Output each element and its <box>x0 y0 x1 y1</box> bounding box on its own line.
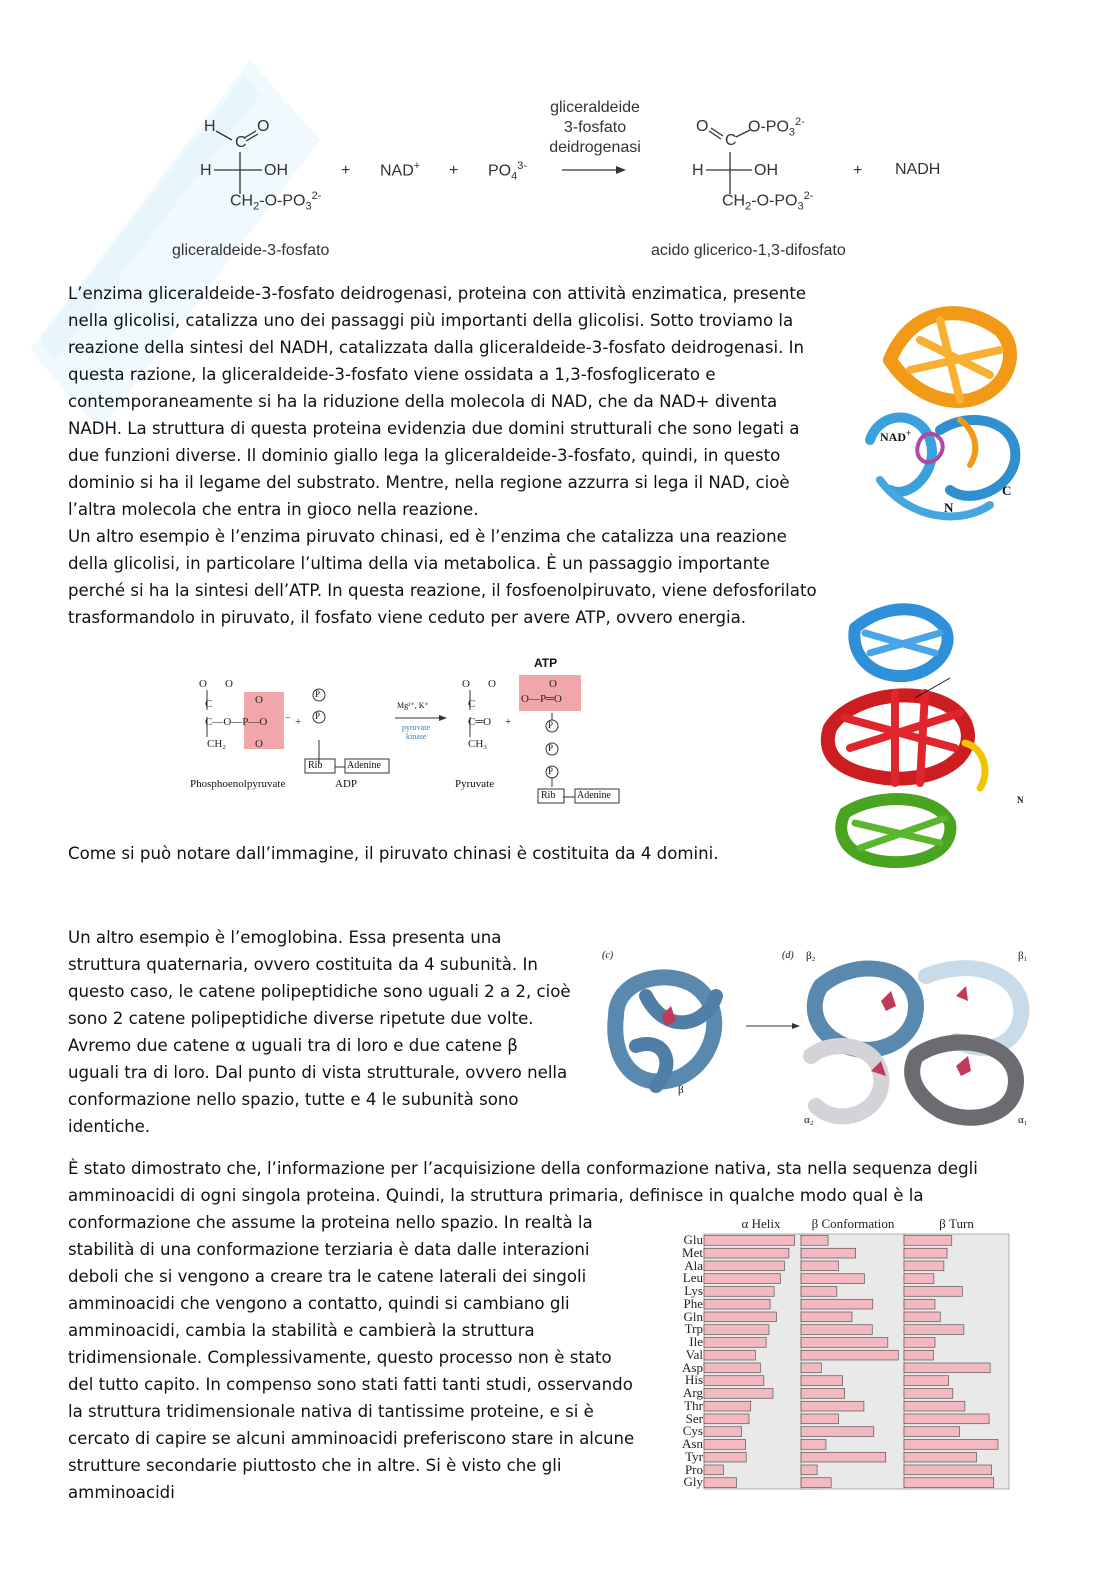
bar-lys-2 <box>904 1287 962 1297</box>
bar-leu-1 <box>801 1274 864 1284</box>
bar-phe-0 <box>704 1299 770 1309</box>
propensity-chart <box>676 1214 1016 1496</box>
bar-cys-0 <box>704 1427 742 1437</box>
adp-label: ADP <box>335 778 358 790</box>
svg-text:C: C <box>205 698 213 710</box>
alpha1-label: α₁ <box>1018 1114 1028 1126</box>
bar-trp-0 <box>704 1325 769 1335</box>
plus-2: + <box>449 162 459 179</box>
bar-glu-1 <box>801 1236 828 1246</box>
bar-leu-0 <box>704 1274 780 1284</box>
series-title-0: α Helix <box>741 1216 781 1231</box>
atom-oh: OH <box>264 162 288 179</box>
bar-gly-2 <box>904 1478 994 1488</box>
category-label-asn: Asn <box>682 1436 703 1451</box>
plus-3: + <box>853 162 863 179</box>
bar-gly-1 <box>801 1478 831 1488</box>
bar-ser-1 <box>801 1414 838 1424</box>
category-label-pro: Pro <box>684 1461 703 1477</box>
bar-ile-1 <box>801 1338 888 1348</box>
gapdh-label-c: C <box>1002 483 1012 498</box>
adp-adenine: Adenine <box>347 760 381 771</box>
svg-text:C: C <box>468 698 476 710</box>
category-label-leu: Leu <box>682 1270 703 1286</box>
svg-text:O: O <box>255 738 263 750</box>
svg-text:+: + <box>295 716 302 728</box>
svg-text:C═O: C═O <box>468 716 492 728</box>
bar-tyr-1 <box>801 1452 886 1462</box>
svg-text:O: O <box>255 694 263 706</box>
bar-phe-1 <box>801 1299 873 1309</box>
prod-oh: OH <box>754 162 778 179</box>
svg-text:O: O <box>462 678 470 690</box>
bar-trp-1 <box>801 1325 872 1335</box>
chart-svg <box>676 1214 1016 1496</box>
paragraph-5-full: È stato dimostrato che, l’informazione per l’acquisizione della conformazione nativa, sta nella sequenza degli amminoacidi di ogni singola proteina. Quindi, la struttura primaria, definisce in qualche modo qual è la <box>68 1159 978 1205</box>
category-label-his: His <box>684 1372 703 1388</box>
paragraph-5-narrow: conformazione che assume la proteina nello spazio. In realtà la stabilità di una conformazione terziaria è data dalle interazioni deboli che si vengono a creare tra le catene laterali dei singoli amminoacidi che vengono a contatto, quindi si cambiano gli amminoacidi, cambia la stabilità e cambierà la struttura tridimensionale. Complessivamente, questo processo non è stato del tutto capito. In compenso sono stati fatti tanti studi, osservando la struttura tridimensionale nativa di tantissime proteine, e si è cercato di capire se alcuni amminoacidi preferiscono stare in alcune strutture secondarie piuttosto che in altre. Si è visto che gli amminoacidi <box>68 1213 635 1502</box>
bar-leu-2 <box>904 1274 934 1284</box>
beta2-label: β₂ <box>806 950 816 962</box>
bar-met-1 <box>801 1248 856 1258</box>
chart-panel-1 <box>801 1234 905 1489</box>
bar-his-2 <box>904 1376 949 1386</box>
atom-h-mid: H <box>200 162 212 179</box>
bar-arg-1 <box>801 1389 845 1399</box>
enzyme-pk-line1: pyruvate <box>402 723 430 732</box>
prod-o-po3: $O-PO_3^{2-}$ <box>748 116 805 139</box>
paragraph-3: Come si può notare dall’immagine, il piruvato chinasi è costituita da 4 domini. <box>68 844 719 863</box>
bar-asp-1 <box>801 1363 821 1373</box>
bar-gln-2 <box>904 1312 940 1322</box>
hemoglobin-image <box>596 946 1036 1136</box>
nad-label: NAD+ <box>380 160 421 180</box>
bar-val-1 <box>801 1350 898 1360</box>
panel-c-label: (c) <box>602 950 614 961</box>
bar-met-0 <box>704 1248 789 1258</box>
beta1-label: β₁ <box>1018 950 1028 962</box>
svg-text:O: O <box>549 678 557 690</box>
paragraph-gapdh <box>68 280 818 631</box>
bar-cys-1 <box>801 1427 874 1437</box>
bar-his-0 <box>704 1376 764 1386</box>
enzyme-line-3: deidrogenasi <box>549 139 641 156</box>
bar-lys-0 <box>704 1287 774 1297</box>
svg-text:O: O <box>225 678 233 690</box>
bar-arg-2 <box>904 1389 953 1399</box>
paragraph-domains <box>68 840 768 867</box>
category-label-cys: Cys <box>682 1423 703 1439</box>
category-label-gln: Gln <box>683 1308 703 1324</box>
atp-rib: Rib <box>541 790 556 801</box>
bar-glu-0 <box>704 1236 795 1246</box>
bar-thr-0 <box>704 1401 751 1411</box>
svg-text:+: + <box>505 716 512 728</box>
category-label-arg: Arg <box>683 1385 703 1400</box>
prod-atom-h: H <box>692 162 704 179</box>
bar-gly-0 <box>704 1478 736 1488</box>
bar-ala-1 <box>801 1261 838 1271</box>
enzyme-pk-line2: kinase <box>406 732 427 741</box>
bar-met-2 <box>904 1248 947 1258</box>
nadh-label: NADH <box>895 161 941 178</box>
bar-thr-1 <box>801 1401 864 1411</box>
bar-gln-1 <box>801 1312 852 1322</box>
category-label-met: Met <box>682 1244 703 1260</box>
paragraph-primary-structure <box>68 1209 640 1506</box>
reaction-pyruvate-kinase <box>185 655 625 805</box>
bar-asp-0 <box>704 1363 760 1373</box>
prod-atom-c: C <box>725 132 737 149</box>
paragraph-hemoglobin <box>68 924 573 1140</box>
bar-pro-2 <box>904 1465 992 1475</box>
plus-1: + <box>341 162 351 179</box>
series-title-2: β Turn <box>939 1216 974 1231</box>
po4-label: $PO_4^{3-}$ <box>488 160 528 183</box>
adp-p2: P <box>315 711 321 721</box>
bar-asn-0 <box>704 1440 746 1450</box>
prod-atom-o: O <box>696 118 709 135</box>
enzyme-name <box>530 98 660 158</box>
bar-asn-2 <box>904 1440 998 1450</box>
svg-text:O: O <box>199 678 207 690</box>
atp-adenine: Adenine <box>577 790 611 801</box>
category-label-trp: Trp <box>684 1321 703 1337</box>
pk-label-n: N <box>1017 795 1024 805</box>
paragraph-1: L’enzima gliceraldeide-3-fosfato deidrogenasi, proteina con attività enzimatica, presente nella glicolisi, catalizza uno dei passaggi più importanti della glicolisi. Sotto troviamo la reazione della sintesi del NADH, catalizzata dalla gliceraldeide-3-fosfato deidrogenasi. In questa razione, la gliceraldeide-3-fosfato viene ossidata a 1,3-fosfoglicerato e contemporaneamente si ha la riduzione della molecola di NAD, che da NAD+ diventa NADH. La struttura di questa proteina evidenzia due domini strutturali che sono legati a due funzioni diverse. Il dominio giallo lega la gliceraldeide-3-fosfato, quindi, in questo dominio si ha il legame del substrato. Mentre, nella regione azzurra si lega il NAD, cioè l’altra molecola che entra in gioco nella reazione. <box>68 284 807 519</box>
bar-thr-2 <box>904 1401 965 1411</box>
prod-ch2-o-po3: $CH_2-O-PO_3^{2-}$ <box>722 190 814 213</box>
series-title-1: β Conformation <box>811 1216 895 1231</box>
bar-trp-2 <box>904 1325 964 1335</box>
bar-ile-2 <box>904 1338 935 1348</box>
gapdh-label-n: N <box>944 500 954 515</box>
enzyme-line-2: 3-fosfato <box>563 119 627 136</box>
bar-lys-1 <box>801 1287 837 1297</box>
bar-tyr-0 <box>704 1452 746 1462</box>
category-label-tyr: Tyr <box>685 1448 703 1464</box>
category-label-thr: Thr <box>684 1397 703 1413</box>
atom-h-top: H <box>204 118 216 135</box>
svg-text:CH₃: CH₃ <box>468 738 488 750</box>
category-label-ile: Ile <box>689 1334 703 1349</box>
bar-pro-0 <box>704 1465 723 1475</box>
pk-ribbon-graphic <box>815 598 1035 883</box>
bar-pro-1 <box>801 1465 817 1475</box>
paragraph-primary-structure-intro <box>68 1155 1068 1209</box>
bar-cys-2 <box>904 1427 960 1437</box>
svg-text:O—P═O: O—P═O <box>521 693 562 705</box>
bar-gln-0 <box>704 1312 776 1322</box>
adp-p1: P <box>315 689 321 699</box>
panel-d-label: (d) <box>782 950 794 961</box>
bar-phe-2 <box>904 1299 935 1309</box>
atom-c-top: C <box>235 134 247 151</box>
adp-rib: Rib <box>308 760 323 771</box>
bar-his-1 <box>801 1376 843 1386</box>
bar-ser-2 <box>904 1414 989 1424</box>
category-label-ser: Ser <box>685 1410 703 1426</box>
product-name: acido glicerico-1,3-difosfato <box>651 242 846 259</box>
bar-asp-2 <box>904 1363 990 1373</box>
category-label-glu: Glu <box>683 1232 703 1247</box>
gapdh-label-nad: NAD+ <box>880 428 912 444</box>
svg-text:⁻: ⁻ <box>285 714 291 726</box>
bar-asn-1 <box>801 1440 826 1450</box>
bar-glu-2 <box>904 1236 952 1246</box>
group-ch2-o-po3: $CH_2-O-PO_3^{2-}$ <box>230 190 322 213</box>
svg-text:C—O—P—O: C—O—P—O <box>205 716 268 728</box>
bar-arg-0 <box>704 1389 773 1399</box>
category-label-phe: Phe <box>683 1295 703 1311</box>
bar-ala-2 <box>904 1261 944 1271</box>
pep-label: Phosphoenolpyruvate <box>190 778 286 790</box>
atp-p1: P <box>548 720 554 730</box>
gapdh-structure-image <box>850 290 1040 540</box>
bar-ser-0 <box>704 1414 749 1424</box>
category-label-val: Val <box>685 1346 703 1362</box>
alpha2-label: α₂ <box>804 1114 814 1126</box>
category-label-asp: Asp <box>682 1359 703 1375</box>
atom-o-top: O <box>257 118 270 135</box>
hemoglobin-graphic <box>596 946 1036 1136</box>
atp-p2: P <box>548 743 554 753</box>
beta-label: β <box>678 1084 684 1096</box>
chart-panel-2 <box>904 1234 1009 1489</box>
svg-text:CH₂: CH₂ <box>207 738 227 750</box>
atp-p3: P <box>548 766 554 776</box>
bar-tyr-2 <box>904 1452 976 1462</box>
bar-val-2 <box>904 1350 933 1360</box>
reaction-gapdh <box>0 0 1116 280</box>
paragraph-4: Un altro esempio è l’emoglobina. Essa presenta una struttura quaternaria, ovvero costituita da 4 subunità. In questo caso, le catene polipeptidiche sono uguali 2 a 2, cioè sono 2 catene polipeptidiche diverse ripetute due volte. Avremo due catene α uguali tra di loro e due catene β uguali tra di loro. Dal punto di vista strutturale, ovvero nella conformazione nello spazio, tutte e 4 le subunità sono identiche. <box>68 928 571 1136</box>
category-label-gly: Gly <box>683 1474 703 1490</box>
svg-text:O: O <box>488 678 496 690</box>
category-label-ala: Ala <box>684 1257 703 1273</box>
paragraph-2: Un altro esempio è l’enzima piruvato chinasi, ed è l’enzima che catalizza una reazione della glicolisi, in particolare l’ultima della via metabolica. È un passaggio importante perché si ha la sintesi dell’ATP. In questa reazione, il fosfoenolpiruvato, viene defosforilato trasformandolo in piruvato, il fosfato viene ceduto per avere ATP, ovvero energia. <box>68 527 817 627</box>
pyruvate-kinase-structure-image <box>815 598 1035 883</box>
atp-label: ATP <box>534 656 558 670</box>
reactant-name: gliceraldeide-3-fosfato <box>172 242 330 259</box>
pyruvate-label: Pyruvate <box>455 778 495 790</box>
enzyme-line-1: gliceraldeide <box>550 99 640 116</box>
bar-val-0 <box>704 1350 755 1360</box>
cofactors-label: Mg²⁺, K⁺ <box>397 701 429 710</box>
bar-ile-0 <box>704 1338 766 1348</box>
bar-ala-0 <box>704 1261 784 1271</box>
category-label-lys: Lys <box>684 1283 703 1298</box>
